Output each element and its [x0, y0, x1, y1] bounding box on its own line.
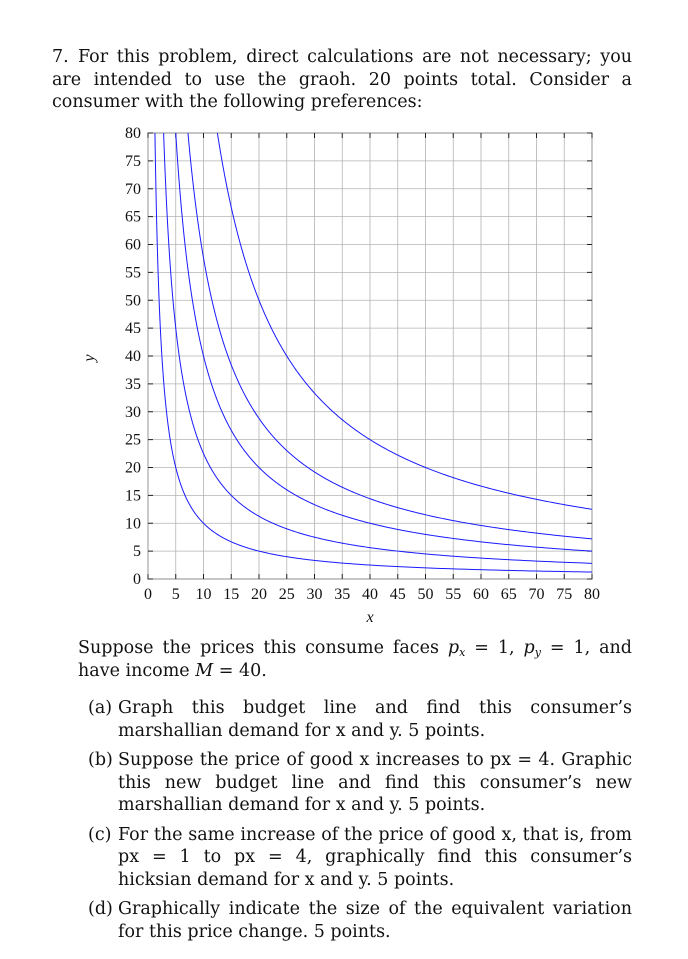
part-label: (a)	[88, 698, 113, 718]
plot-grid	[148, 133, 592, 579]
indifference-curve-2	[164, 133, 592, 563]
y-tick-label: 15	[125, 487, 141, 505]
part-label: (c)	[88, 824, 112, 845]
price-y-subscript: y	[534, 646, 541, 659]
x-tick-label: 60	[473, 586, 489, 603]
x-tick-label: 40	[362, 586, 378, 603]
x-tick-label: 10	[195, 586, 212, 603]
part-text: Graph this budget line and find this consumer’s marshallian demand for x and y. 5 points.	[118, 698, 632, 741]
part-text: For the same increase of the price of good x, that is, from px = 1 to px = 4, graphically find this consumer’s hicksian demand for x and y. 5 points.	[118, 824, 632, 890]
y-axis-label: y	[81, 354, 98, 362]
plot-curves	[155, 133, 592, 572]
y-tick-label: 60	[125, 236, 141, 254]
question-parts	[88, 697, 632, 950]
question-part-a	[88, 697, 632, 742]
x-tick-labels	[144, 586, 600, 603]
indifference-curve-1	[155, 133, 592, 572]
x-tick-label: 25	[278, 586, 295, 603]
question-part-b	[88, 749, 632, 817]
income-symbol: M	[195, 660, 214, 681]
budget-paragraph	[78, 637, 632, 682]
price-x-value: = 1,	[465, 638, 524, 658]
y-tick-label: 50	[125, 292, 141, 310]
problem-intro-text: For this problem, direct calculations are not necessary; you are intended to use the graoh. 20 points total. Consider a consumer with the following preferences:	[52, 47, 632, 112]
x-tick-label: 75	[556, 586, 573, 603]
x-tick-label: 30	[306, 586, 323, 603]
price-x-symbol: p	[447, 638, 460, 658]
income-value: = 40.	[213, 660, 267, 681]
y-tick-label: 25	[125, 431, 141, 449]
part-label: (d)	[88, 899, 113, 919]
x-tick-label: 80	[584, 586, 600, 603]
y-tick-label: 0	[133, 571, 141, 588]
y-tick-label: 30	[125, 403, 141, 421]
question-part-d	[88, 898, 632, 943]
x-tick-label: 0	[144, 586, 152, 603]
y-tick-label: 80	[125, 125, 141, 142]
part-text: Graphically indicate the size of the equivalent variation for this price change. 5 points.	[118, 899, 632, 942]
y-tick-label: 40	[125, 348, 141, 365]
y-tick-label: 55	[125, 264, 141, 282]
part-text: Suppose the price of good x increases to px = 4. Graphic this new budget line and find this consumer’s new marshallian demand for x and y. 5 points.	[118, 750, 632, 815]
problem-number: 7.	[52, 47, 69, 67]
x-tick-label: 55	[445, 586, 462, 603]
x-tick-label: 35	[334, 586, 351, 603]
y-tick-label: 5	[133, 543, 141, 561]
x-tick-label: 45	[389, 586, 406, 603]
y-tick-label: 65	[125, 208, 141, 226]
price-x-subscript: x	[459, 646, 466, 659]
body-text-1: Suppose the prices this consume faces	[78, 638, 448, 658]
y-tick-label: 10	[125, 515, 141, 533]
y-tick-label: 20	[125, 459, 141, 477]
indifference-curve-4	[188, 133, 592, 539]
x-axis-label: x	[366, 609, 374, 626]
y-tick-label: 45	[125, 320, 141, 338]
x-tick-label: 70	[528, 586, 545, 603]
x-tick-label: 20	[251, 586, 267, 603]
y-tick-label: 75	[125, 152, 141, 170]
y-tick-labels	[125, 125, 141, 588]
x-tick-label: 5	[171, 586, 180, 603]
indifference-curve-5	[217, 133, 592, 509]
indifference-curve-3	[176, 133, 592, 551]
price-y-symbol: p	[523, 638, 535, 658]
x-tick-label: 50	[417, 586, 434, 603]
x-tick-label: 15	[223, 586, 240, 603]
body-text-2: = 1, and have income	[78, 638, 632, 681]
part-label: (b)	[88, 750, 113, 770]
y-tick-label: 35	[125, 375, 141, 393]
y-tick-label: 70	[125, 180, 141, 198]
question-part-c	[88, 824, 632, 892]
x-tick-label: 65	[500, 586, 517, 603]
